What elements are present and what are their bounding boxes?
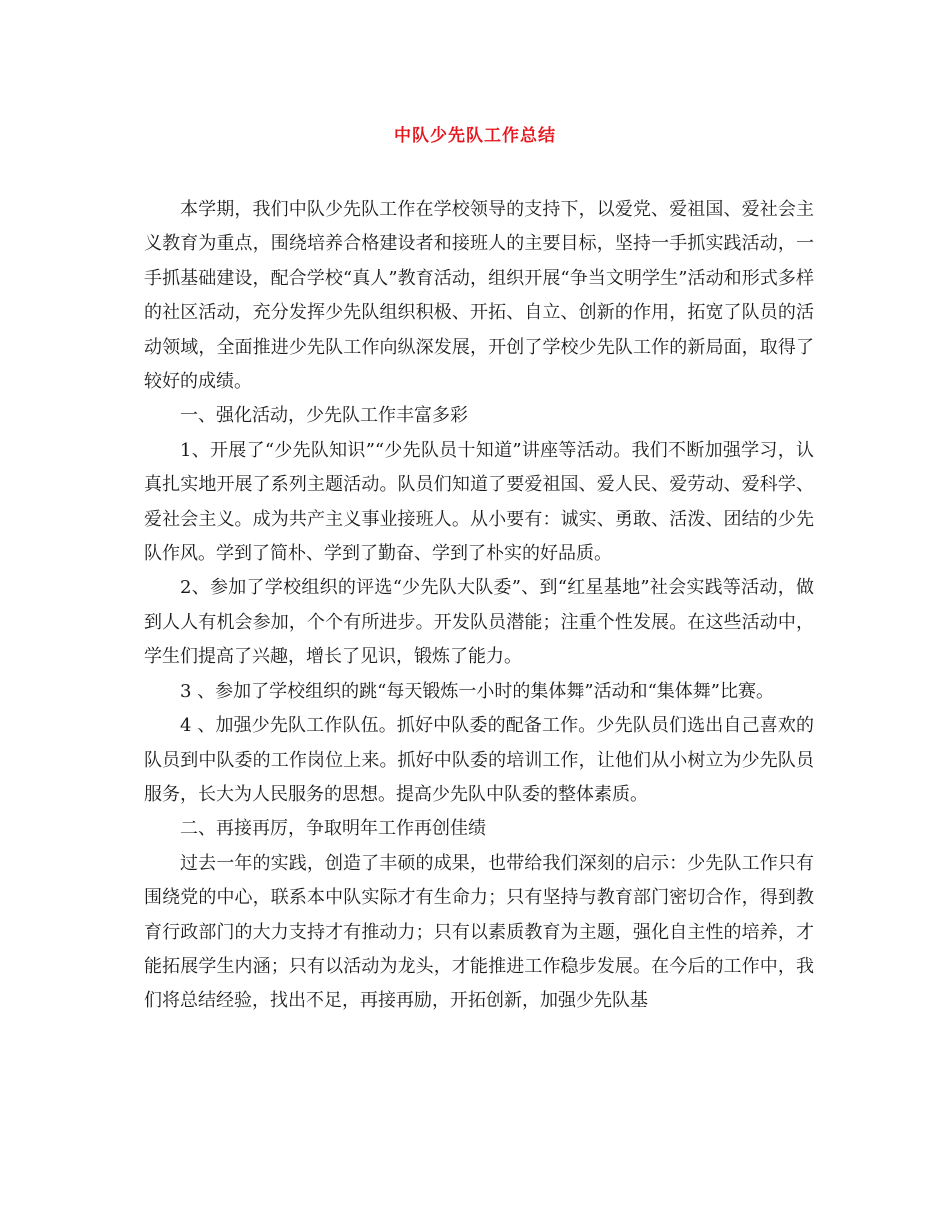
paragraph-item-4: 4 、加强少先队工作队伍。抓好中队委的配备工作。少先队员们选出自己喜欢的队员到中队委的工作岗位上来。抓好中队委的培训工作，让他们从小树立为少先队员服务，长大为人民服务的思想。提高少先队中队委的整体素质。 (144, 715, 814, 805)
paragraph-item-1: 1、开展了“少先队知识”“少先队员十知道”讲座等活动。我们不断加强学习，认真扎实地开展了系列主题活动。队员们知道了要爱祖国、爱人民、爱劳动、爱科学、爱社会主义。成为共产主义事业接班人。从小要有：诚实、勇敢、活泼、团结的少先队作风。学到了简朴、学到了勤奋、学到了朴实的好品质。 (144, 439, 814, 565)
paragraph-conclusion: 过去一年的实践，创造了丰硕的成果，也带给我们深刻的启示：少先队工作只有围绕党的中心，联系本中队实际才有生命力；只有坚持与教育部门密切合作，得到教育行政部门的大力支持才有推动力；只有以素质教育为主题，强化自主性的培养，才能拓展学生内涵；只有以活动为龙头，才能推进工作稳步发展。在今后的工作中，我们将总结经验，找出不足，再接再励，开拓创新，加强少先队基 (144, 852, 814, 1012)
document-body (144, 193, 814, 1019)
section-heading-2: 二、再接再厉，争取明年工作再创佳绩 (180, 818, 486, 840)
paragraph-item-3: 3 、参加了学校组织的跳“每天锻炼一小时的集体舞”活动和“集体舞”比赛。 (180, 680, 774, 702)
paragraph-item-2: 2、参加了学校组织的评选“少先队大队委”、到“红星基地”社会实践等活动，做到人人有机会参加，个个有所进步。开发队员潜能；注重个性发展。在这些活动中，学生们提高了兴趣，增长了见识，锻炼了能力。 (144, 577, 814, 668)
paragraph-intro: 本学期，我们中队少先队工作在学校领导的支持下，以爱党、爱祖国、爱社会主义教育为重点，围绕培养合格建设者和接班人的主要目标，坚持一手抓实践活动，一手抓基础建设，配合学校“真人”教育活动，组织开展“争当文明学生”活动和形式多样的社区活动，充分发挥少先队组织积极、开拓、自立、创新的作用，拓宽了队员的活动领域，全面推进少先队工作向纵深发展，开创了学校少先队工作的新局面，取得了较好的成绩。 (144, 199, 814, 393)
section-heading-1: 一、强化活动，少先队工作丰富多彩 (180, 405, 468, 427)
document-title: 中队少先队工作总结 (394, 126, 556, 146)
